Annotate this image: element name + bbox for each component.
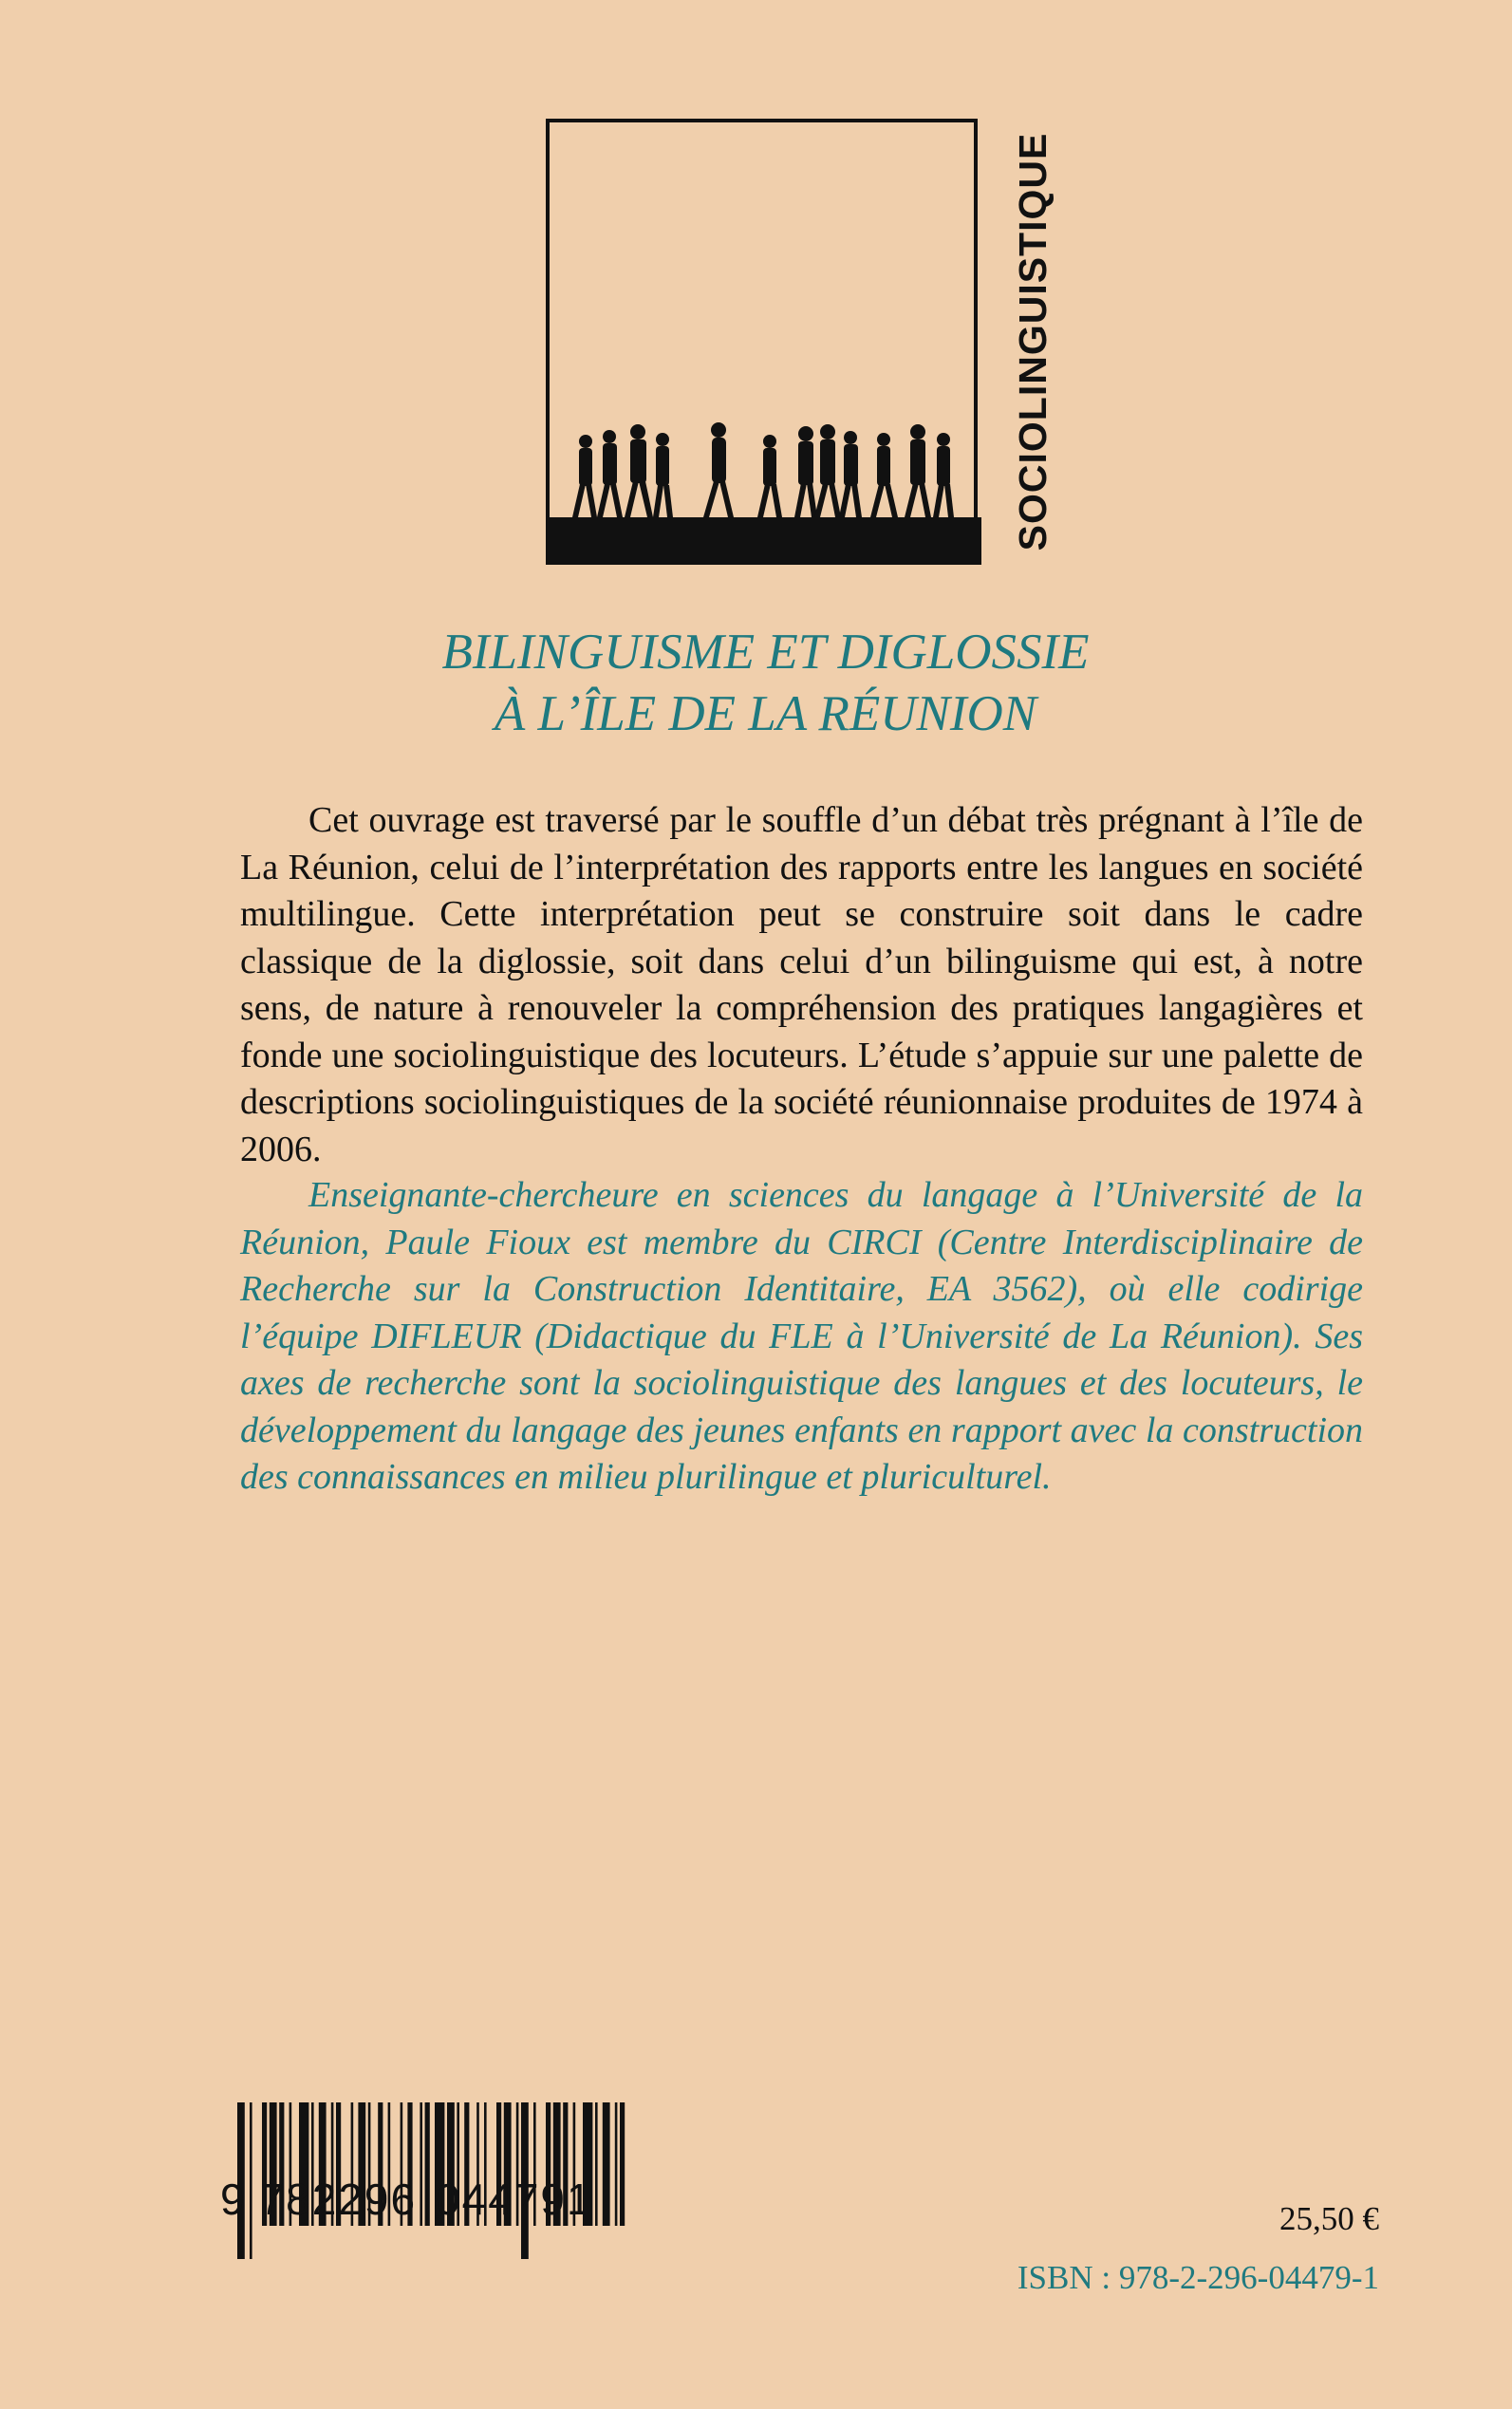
book-title bbox=[0, 622, 1512, 745]
book-title-line-2: À L’ÎLE DE LA RÉUNION bbox=[494, 686, 1037, 741]
price: 25,50 € bbox=[1279, 2200, 1379, 2237]
series-label: SOCIOLINGUISTIQUE bbox=[1011, 132, 1055, 551]
barcode-group-2: 044791 bbox=[436, 2175, 593, 2224]
barcode-bar bbox=[595, 2102, 598, 2226]
barcode-bar bbox=[620, 2102, 625, 2226]
isbn: ISBN : 978-2-296-04479-1 bbox=[1017, 2259, 1379, 2296]
walking-people-icon bbox=[550, 119, 981, 565]
barcode-bar bbox=[615, 2102, 618, 2226]
barcode-digits bbox=[220, 2174, 593, 2225]
barcode-bar bbox=[603, 2102, 610, 2226]
series-emblem bbox=[546, 119, 978, 565]
book-title-line-1: BILINGUISME ET DIGLOSSIE bbox=[441, 625, 1090, 680]
barcode-first-digit: 9 bbox=[220, 2175, 247, 2224]
author-bio: Enseignante-chercheure en sciences du langage à l’Université de la Réunion, Paule Fioux est membre du CIRCI (Centre Interdisciplinaire de Recherche sur la Construction Identitaire, EA 3562), où elle codirige l’équipe DIFLEUR (Didactique du FLE à l’Université de La Réunion). Ses axes de recherche sont la sociolinguistique des langues et des locuteurs, le développement du langage des jeunes enfants en rapport avec la construction des connaissances en milieu plurilingue et pluriculturel. bbox=[240, 1175, 1363, 1497]
book-summary: Cet ouvrage est traversé par le souffle d’un débat très prégnant à l’île de La Réunion, celui de l’interprétation des rapports entre les langues en société multilingue. Cette interprétation peut se construire soit dans le cadre classique de la diglossie, soit dans celui d’un bilinguisme qui est, à notre sens, de nature à renouveler la compréhension des pratiques langagières et fonde une sociolinguistique des locuteurs. L’étude s’appuie sur une palette de descriptions sociolinguistiques de la société réunionnaise produites de 1974 à 2006. bbox=[240, 800, 1363, 1169]
barcode-group-1: 782296 bbox=[259, 2175, 418, 2224]
